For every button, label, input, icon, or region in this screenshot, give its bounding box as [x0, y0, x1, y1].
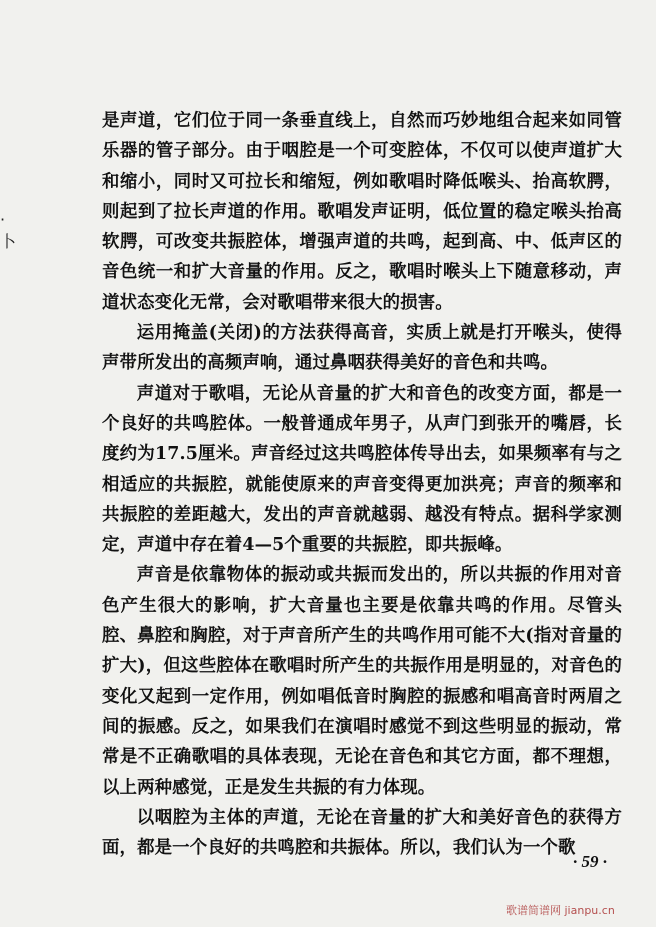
page-number: · 59 ·	[573, 852, 607, 871]
site-watermark: 歌谱简谱网 jianpu.cn	[506, 904, 615, 917]
body-text	[102, 106, 622, 863]
paragraph-continuation: 是声道，它们位于同一条垂直线上，自然而巧妙地组合起来如同管乐器的管子部分。由于咽腔是一个可变腔体，不仅可以使声道扩大和缩小，同时又可拉长和缩短，例如歌唱时降低喉头、抬高软腭，则起到了拉长声道的作用。歌唱发声证明，低位置的稳定喉头抬高软腭，可改变共振腔体，增强声道的共鸣，起到高、中、低声区的音色统一和扩大音量的作用。反之，歌唱时喉头上下随意移动，声道状态变化无常，会对歌唱带来很大的损害。	[102, 111, 622, 313]
paragraph-vibration-resonance: 声音是依靠物体的振动或共振而发出的，所以共振的作用对音色产生很大的影响，扩大音量也主要是依靠共鸣的作用。尽管头腔、鼻腔和胸腔，对于声音所产生的共鸣作用可能不大(指对音量的扩大)，但这些腔体在歌唱时所产生的共振作用是明显的，对音色的变化又起到一定作用，例如唱低音时胸腔的振感和唱高音时两眉之间的振感。反之，如果我们在演唱时感觉不到这些明显的振动，常常是不正确歌唱的具体表现，无论在音色和其它方面，都不理想，以上两种感觉，正是发生共振的有力体现。	[102, 565, 622, 798]
paragraph-covering-method: 运用掩盖(关闭)的方法获得高音，实质上就是打开喉头，使得声带所发出的高频声响，通过鼻咽获得美好的音色和共鸣。	[102, 323, 622, 374]
paragraph-vocal-tract-resonance: 声道对于歌唱，无论从音量的扩大和音色的改变方面，都是一个良好的共鸣腔体。一般普通成年男子，从声门到张开的嘴唇，长度约为17.5厘米。声音经过这共鸣腔体传导出去，如果频率有与之相适应的共振腔，就能使原来的声音变得更加洪亮；声音的频率和共振腔的差距越大，发出的声音就越弱、越没有特点。据科学家测定，声道中存在着4—5个重要的共振腔，即共振峰。	[102, 383, 622, 556]
scan-margin-mark: · 卜	[0, 210, 17, 251]
paragraph-pharynx-vocal-tract: 以咽腔为主体的声道，无论在音量的扩大和美好音色的获得方面，都是一个良好的共鸣腔和共振体。所以，我们认为一个歌	[102, 807, 622, 859]
